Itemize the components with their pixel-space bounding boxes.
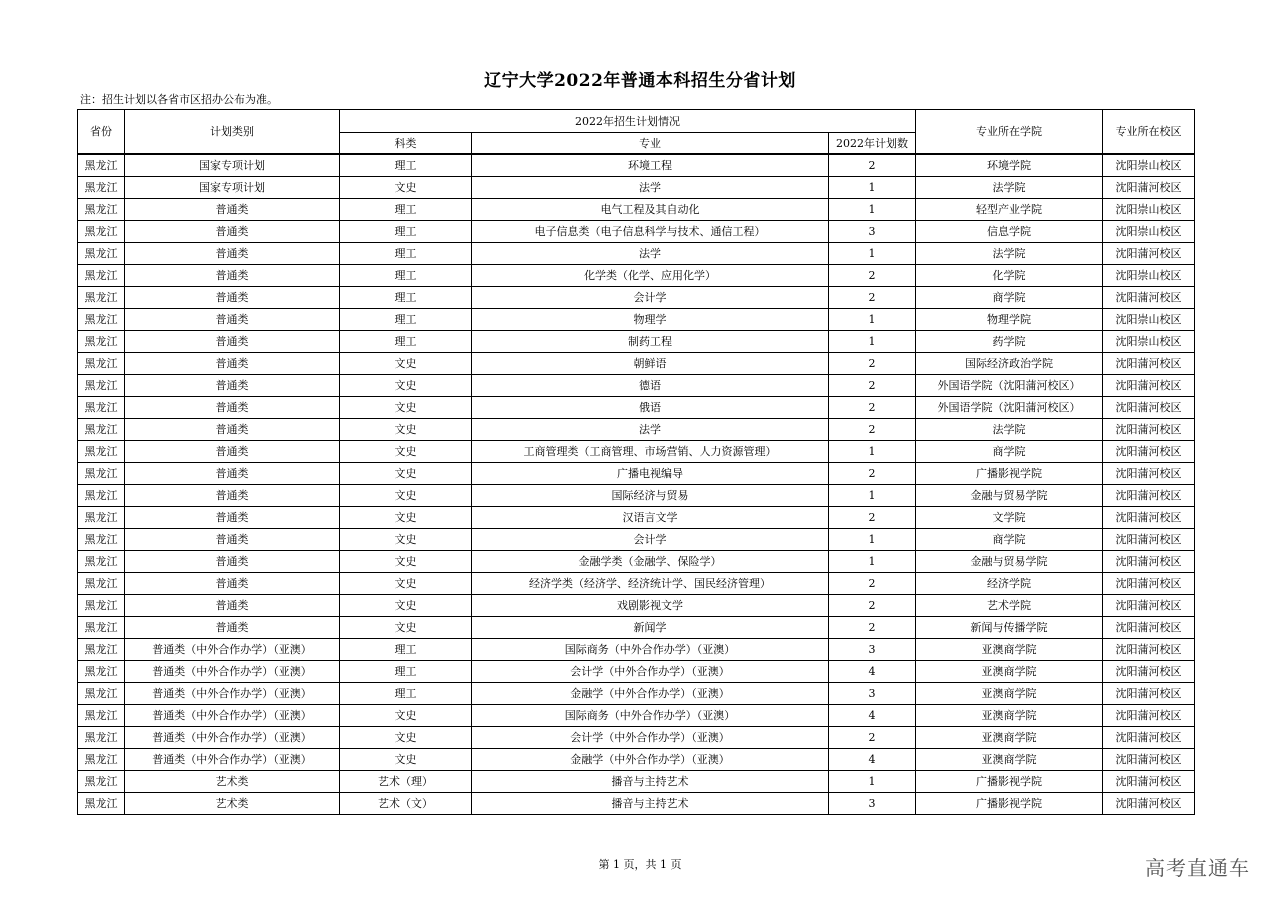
cell-province: 黑龙江 [78,683,125,705]
cell-college: 药学院 [916,331,1103,353]
cell-province: 黑龙江 [78,154,125,177]
cell-subject: 理工 [340,287,472,309]
cell-college: 金融与贸易学院 [916,551,1103,573]
cell-plan-type: 国家专项计划 [125,177,340,199]
cell-count: 3 [829,683,916,705]
cell-count: 1 [829,441,916,463]
cell-campus: 沈阳蒲河校区 [1103,573,1195,595]
cell-count: 1 [829,771,916,793]
cell-count: 4 [829,661,916,683]
cell-college: 亚澳商学院 [916,639,1103,661]
table-row [78,463,1195,485]
cell-major: 法学 [472,419,829,441]
cell-count: 1 [829,529,916,551]
cell-college: 化学院 [916,265,1103,287]
cell-subject: 理工 [340,243,472,265]
cell-campus: 沈阳蒲河校区 [1103,463,1195,485]
cell-subject: 文史 [340,375,472,397]
cell-major: 金融学（中外合作办学）（亚澳） [472,683,829,705]
table-row [78,441,1195,463]
cell-college: 金融与贸易学院 [916,485,1103,507]
cell-plan-type: 普通类 [125,529,340,551]
cell-count: 3 [829,793,916,815]
cell-count: 2 [829,507,916,529]
cell-subject: 文史 [340,441,472,463]
table-row [78,375,1195,397]
cell-college: 亚澳商学院 [916,683,1103,705]
cell-campus: 沈阳蒲河校区 [1103,287,1195,309]
cell-count: 2 [829,154,916,177]
cell-plan-type: 普通类 [125,441,340,463]
cell-college: 外国语学院（沈阳蒲河校区） [916,397,1103,419]
cell-college: 法学院 [916,243,1103,265]
cell-subject: 艺术（文） [340,793,472,815]
cell-plan-type: 普通类（中外合作办学）（亚澳） [125,749,340,771]
cell-count: 4 [829,705,916,727]
cell-major: 电子信息类（电子信息科学与技术、通信工程） [472,221,829,243]
table-row [78,617,1195,639]
header-count: 2022年计划数 [829,133,916,155]
cell-subject: 文史 [340,177,472,199]
cell-subject: 理工 [340,309,472,331]
cell-count: 2 [829,573,916,595]
cell-plan-type: 普通类 [125,265,340,287]
cell-subject: 文史 [340,463,472,485]
cell-province: 黑龙江 [78,265,125,287]
cell-count: 2 [829,353,916,375]
cell-plan-type: 普通类 [125,375,340,397]
table-row [78,287,1195,309]
cell-college: 信息学院 [916,221,1103,243]
cell-count: 2 [829,727,916,749]
cell-major: 国际经济与贸易 [472,485,829,507]
cell-campus: 沈阳蒲河校区 [1103,661,1195,683]
cell-college: 亚澳商学院 [916,705,1103,727]
cell-count: 2 [829,397,916,419]
cell-major: 会计学（中外合作办学）（亚澳） [472,727,829,749]
cell-province: 黑龙江 [78,309,125,331]
cell-campus: 沈阳崇山校区 [1103,265,1195,287]
cell-campus: 沈阳蒲河校区 [1103,551,1195,573]
cell-province: 黑龙江 [78,573,125,595]
cell-college: 亚澳商学院 [916,727,1103,749]
cell-subject: 理工 [340,154,472,177]
cell-province: 黑龙江 [78,221,125,243]
cell-campus: 沈阳蒲河校区 [1103,639,1195,661]
table-row [78,243,1195,265]
cell-plan-type: 普通类 [125,287,340,309]
cell-college: 物理学院 [916,309,1103,331]
cell-province: 黑龙江 [78,419,125,441]
table-row [78,573,1195,595]
cell-major: 汉语言文学 [472,507,829,529]
cell-subject: 文史 [340,485,472,507]
table-row [78,529,1195,551]
table-row [78,265,1195,287]
cell-campus: 沈阳蒲河校区 [1103,397,1195,419]
cell-major: 电气工程及其自动化 [472,199,829,221]
cell-major: 化学类（化学、应用化学） [472,265,829,287]
cell-major: 会计学（中外合作办学）（亚澳） [472,661,829,683]
cell-subject: 文史 [340,705,472,727]
cell-province: 黑龙江 [78,199,125,221]
cell-campus: 沈阳蒲河校区 [1103,177,1195,199]
cell-plan-type: 普通类 [125,309,340,331]
table-row [78,485,1195,507]
cell-college: 亚澳商学院 [916,749,1103,771]
cell-province: 黑龙江 [78,353,125,375]
cell-province: 黑龙江 [78,595,125,617]
cell-campus: 沈阳蒲河校区 [1103,705,1195,727]
cell-province: 黑龙江 [78,243,125,265]
cell-college: 新闻与传播学院 [916,617,1103,639]
cell-plan-type: 普通类 [125,199,340,221]
table-row [78,397,1195,419]
table-row [78,507,1195,529]
table-body [78,154,1195,815]
cell-major: 新闻学 [472,617,829,639]
table-row [78,221,1195,243]
cell-subject: 理工 [340,331,472,353]
cell-plan-type: 普通类 [125,397,340,419]
cell-subject: 理工 [340,639,472,661]
table-row [78,771,1195,793]
cell-major: 朝鲜语 [472,353,829,375]
cell-province: 黑龙江 [78,639,125,661]
page-note: 注：招生计划以各省市区招办公布为准。 [80,93,278,106]
cell-major: 工商管理类（工商管理、市场营销、人力资源管理） [472,441,829,463]
cell-major: 环境工程 [472,154,829,177]
cell-count: 3 [829,221,916,243]
cell-subject: 文史 [340,749,472,771]
cell-plan-type: 普通类（中外合作办学）（亚澳） [125,727,340,749]
cell-college: 国际经济政治学院 [916,353,1103,375]
header-campus: 专业所在校区 [1103,110,1195,155]
cell-college: 艺术学院 [916,595,1103,617]
table-row [78,331,1195,353]
cell-college: 广播影视学院 [916,463,1103,485]
cell-count: 2 [829,287,916,309]
cell-province: 黑龙江 [78,529,125,551]
cell-count: 1 [829,309,916,331]
cell-count: 2 [829,463,916,485]
cell-plan-type: 普通类 [125,243,340,265]
cell-subject: 文史 [340,595,472,617]
cell-plan-type: 普通类（中外合作办学）（亚澳） [125,639,340,661]
cell-college: 法学院 [916,177,1103,199]
table-row [78,705,1195,727]
table-row [78,177,1195,199]
cell-province: 黑龙江 [78,617,125,639]
cell-plan-type: 国家专项计划 [125,154,340,177]
cell-subject: 文史 [340,507,472,529]
cell-plan-type: 普通类（中外合作办学）（亚澳） [125,661,340,683]
cell-campus: 沈阳蒲河校区 [1103,419,1195,441]
cell-college: 外国语学院（沈阳蒲河校区） [916,375,1103,397]
cell-subject: 理工 [340,199,472,221]
cell-major: 经济学类（经济学、经济统计学、国民经济管理） [472,573,829,595]
page-footer: 第 1 页，共 1 页 [598,858,682,871]
cell-plan-type: 普通类 [125,507,340,529]
header-plan-group: 2022年招生计划情况 [340,110,916,133]
table-row [78,661,1195,683]
table-row [78,154,1195,177]
cell-count: 4 [829,749,916,771]
cell-college: 商学院 [916,287,1103,309]
cell-count: 1 [829,243,916,265]
cell-major: 戏剧影视文学 [472,595,829,617]
table-row [78,727,1195,749]
enrollment-plan-table [77,109,1195,815]
cell-province: 黑龙江 [78,177,125,199]
cell-count: 1 [829,551,916,573]
cell-college: 亚澳商学院 [916,661,1103,683]
cell-province: 黑龙江 [78,771,125,793]
cell-plan-type: 艺术类 [125,793,340,815]
cell-campus: 沈阳崇山校区 [1103,331,1195,353]
cell-campus: 沈阳蒲河校区 [1103,529,1195,551]
cell-major: 俄语 [472,397,829,419]
cell-plan-type: 普通类（中外合作办学）（亚澳） [125,705,340,727]
cell-plan-type: 普通类 [125,595,340,617]
cell-college: 环境学院 [916,154,1103,177]
cell-campus: 沈阳崇山校区 [1103,154,1195,177]
cell-plan-type: 艺术类 [125,771,340,793]
cell-plan-type: 普通类 [125,617,340,639]
cell-count: 1 [829,331,916,353]
cell-college: 文学院 [916,507,1103,529]
cell-subject: 文史 [340,529,472,551]
cell-count: 1 [829,485,916,507]
cell-campus: 沈阳蒲河校区 [1103,243,1195,265]
cell-subject: 理工 [340,221,472,243]
cell-subject: 理工 [340,265,472,287]
cell-major: 广播电视编导 [472,463,829,485]
table-row [78,595,1195,617]
cell-campus: 沈阳蒲河校区 [1103,441,1195,463]
cell-college: 广播影视学院 [916,793,1103,815]
cell-subject: 文史 [340,353,472,375]
header-college: 专业所在学院 [916,110,1103,155]
cell-campus: 沈阳蒲河校区 [1103,771,1195,793]
cell-college: 经济学院 [916,573,1103,595]
table-row [78,793,1195,815]
header-province: 省份 [78,110,125,155]
cell-province: 黑龙江 [78,551,125,573]
cell-college: 广播影视学院 [916,771,1103,793]
cell-plan-type: 普通类 [125,573,340,595]
cell-major: 制药工程 [472,331,829,353]
cell-major: 国际商务（中外合作办学）（亚澳） [472,639,829,661]
cell-province: 黑龙江 [78,441,125,463]
cell-subject: 文史 [340,419,472,441]
header-major: 专业 [472,133,829,155]
cell-college: 商学院 [916,441,1103,463]
cell-province: 黑龙江 [78,793,125,815]
table-row [78,639,1195,661]
cell-subject: 文史 [340,617,472,639]
cell-campus: 沈阳崇山校区 [1103,309,1195,331]
cell-count: 1 [829,199,916,221]
cell-plan-type: 普通类 [125,331,340,353]
cell-plan-type: 普通类 [125,419,340,441]
cell-subject: 理工 [340,661,472,683]
cell-subject: 文史 [340,727,472,749]
cell-plan-type: 普通类 [125,353,340,375]
table-row [78,199,1195,221]
cell-major: 播音与主持艺术 [472,793,829,815]
cell-province: 黑龙江 [78,705,125,727]
cell-major: 金融学（中外合作办学）（亚澳） [472,749,829,771]
cell-major: 国际商务（中外合作办学）（亚澳） [472,705,829,727]
cell-campus: 沈阳蒲河校区 [1103,793,1195,815]
table-row [78,419,1195,441]
page-title: 辽宁大学2022年普通本科招生分省计划 [484,71,796,91]
table-row [78,551,1195,573]
cell-major: 物理学 [472,309,829,331]
cell-campus: 沈阳蒲河校区 [1103,353,1195,375]
cell-count: 2 [829,595,916,617]
cell-plan-type: 普通类 [125,551,340,573]
cell-province: 黑龙江 [78,331,125,353]
cell-province: 黑龙江 [78,287,125,309]
cell-plan-type: 普通类 [125,463,340,485]
cell-province: 黑龙江 [78,375,125,397]
cell-plan-type: 普通类（中外合作办学）（亚澳） [125,683,340,705]
cell-subject: 理工 [340,683,472,705]
cell-campus: 沈阳崇山校区 [1103,199,1195,221]
cell-campus: 沈阳蒲河校区 [1103,485,1195,507]
cell-major: 会计学 [472,529,829,551]
cell-campus: 沈阳蒲河校区 [1103,683,1195,705]
cell-count: 2 [829,419,916,441]
header-subject: 科类 [340,133,472,155]
cell-count: 2 [829,617,916,639]
cell-campus: 沈阳蒲河校区 [1103,595,1195,617]
cell-province: 黑龙江 [78,463,125,485]
cell-province: 黑龙江 [78,727,125,749]
header-plan-type: 计划类别 [125,110,340,155]
cell-plan-type: 普通类 [125,221,340,243]
cell-plan-type: 普通类 [125,485,340,507]
cell-campus: 沈阳蒲河校区 [1103,749,1195,771]
cell-major: 播音与主持艺术 [472,771,829,793]
cell-major: 德语 [472,375,829,397]
cell-college: 轻型产业学院 [916,199,1103,221]
cell-college: 法学院 [916,419,1103,441]
cell-major: 金融学类（金融学、保险学） [472,551,829,573]
cell-count: 2 [829,265,916,287]
cell-province: 黑龙江 [78,507,125,529]
table-row [78,309,1195,331]
cell-college: 商学院 [916,529,1103,551]
cell-campus: 沈阳蒲河校区 [1103,375,1195,397]
cell-province: 黑龙江 [78,749,125,771]
cell-campus: 沈阳蒲河校区 [1103,727,1195,749]
cell-subject: 艺术（理） [340,771,472,793]
cell-count: 1 [829,177,916,199]
cell-major: 法学 [472,243,829,265]
cell-province: 黑龙江 [78,397,125,419]
cell-count: 2 [829,375,916,397]
cell-major: 会计学 [472,287,829,309]
table-row [78,353,1195,375]
watermark: 高考直通车 [1145,856,1250,880]
table-row [78,683,1195,705]
table-row [78,749,1195,771]
cell-campus: 沈阳蒲河校区 [1103,617,1195,639]
cell-subject: 文史 [340,551,472,573]
cell-campus: 沈阳蒲河校区 [1103,507,1195,529]
cell-subject: 文史 [340,397,472,419]
cell-province: 黑龙江 [78,485,125,507]
cell-province: 黑龙江 [78,661,125,683]
cell-major: 法学 [472,177,829,199]
cell-campus: 沈阳崇山校区 [1103,221,1195,243]
cell-count: 3 [829,639,916,661]
cell-subject: 文史 [340,573,472,595]
